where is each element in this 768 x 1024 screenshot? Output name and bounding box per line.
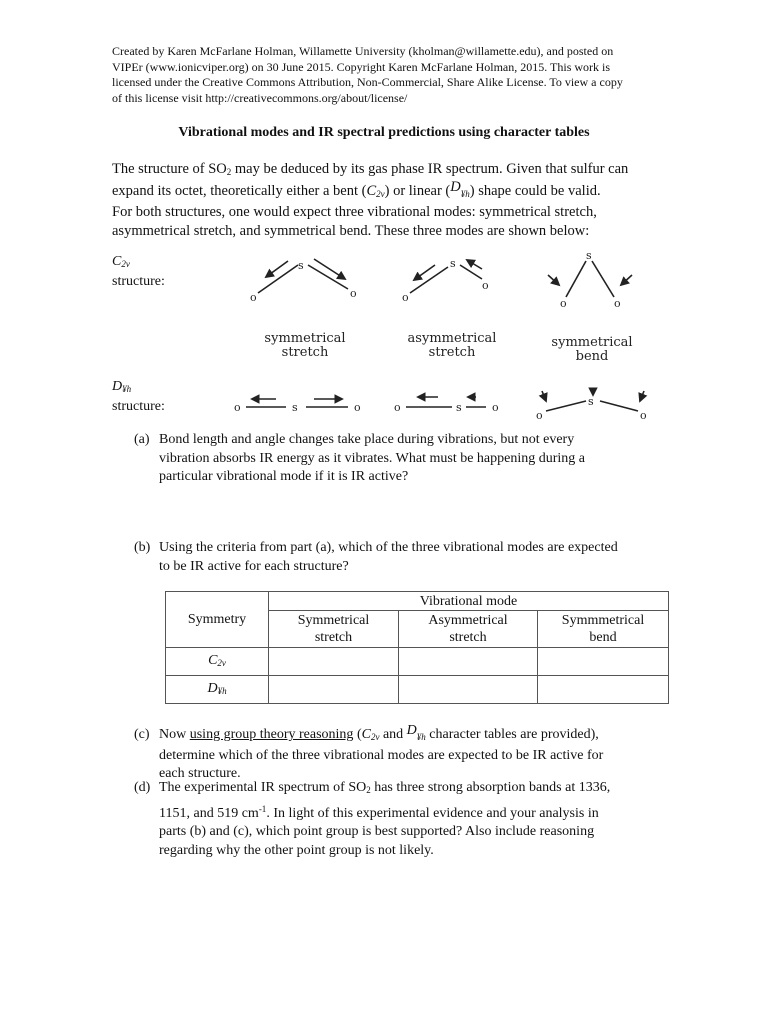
- sulfur-atom-label: s: [298, 259, 304, 272]
- row-header-dinfh: $D_{¥h}$: [166, 676, 269, 704]
- oxygen-atom-label: o: [354, 401, 361, 414]
- answer-cell[interactable]: [538, 648, 669, 676]
- answer-cell[interactable]: [269, 648, 399, 676]
- credit-line: VIPEr (www.ionicviper.org) on 30 June 2015. Copyright Karen McFarlane Holman, 2015. This work is: [112, 59, 611, 74]
- intro-line: The structure of $SO_2$ may be deduced by its gas phase IR spectrum. Given that sulfur can: [112, 161, 629, 177]
- question-d: (d) The experimental IR spectrum of $SO_2$ has three strong absorption bands at 1336, 1151, and 519 $cm^{-1}$. In light of this experimental evidence and your analysis in parts (b) and (c), which point group is best supported? Also include reasoning regarding why the other point group is not likely.: [134, 780, 611, 858]
- oxygen-atom-label: o: [536, 409, 543, 422]
- credit-line: of this license visit http://creativecommons.org/about/license/: [112, 90, 408, 105]
- answer-cell[interactable]: [538, 676, 669, 704]
- oxygen-atom-label: o: [482, 279, 489, 292]
- column-header: Symmmetrical bend: [538, 611, 669, 648]
- oxygen-atom-label: o: [234, 401, 241, 414]
- ir-activity-table: [165, 591, 669, 704]
- caption-symmetrical-stretch: symmetrical stretch: [264, 331, 346, 360]
- row-header-c2v: $C_{2v}$: [166, 648, 269, 676]
- question-c: (c) Now using group theory reasoning ($C_{2v}$ and $D_{¥h}$ character tables are provided), determine which of the three vibrational modes are expected to be IR active for each structure.: [134, 723, 604, 781]
- c2v-symmetric-bend-molecule: [548, 261, 632, 297]
- answer-cell[interactable]: [399, 648, 538, 676]
- answer-cell[interactable]: [269, 676, 399, 704]
- oxygen-atom-label: o: [492, 401, 499, 414]
- oxygen-atom-label: o: [394, 401, 401, 414]
- sulfur-atom-label: s: [456, 401, 462, 414]
- c2v-structure-label: $C_{2v}$ structure:: [112, 254, 165, 289]
- intro-line: asymmetrical stretch, and symmetrical bend. These three modes are shown below:: [112, 222, 590, 239]
- caption-symmetrical-bend: symmetrical bend: [551, 335, 633, 364]
- sulfur-atom-label: s: [450, 257, 456, 270]
- sulfur-atom-label: s: [588, 395, 594, 408]
- credit-line: licensed under the Creative Commons Attribution, Non-Commercial, Share Alike License. To view a copy: [112, 75, 623, 89]
- sulfur-atom-label: s: [292, 401, 298, 414]
- column-header: Symmetrical stretch: [269, 611, 399, 648]
- symmetry-header: Symmetry: [166, 592, 269, 648]
- vibrational-mode-header: Vibrational mode: [269, 592, 669, 611]
- question-b: (b) Using the criteria from part (a), which of the three vibrational modes are expected to be IR active for each structure?: [134, 540, 618, 574]
- credit-line: Created by Karen McFarlane Holman, Willamette University (kholman@willamette.edu), and posted on: [112, 44, 614, 58]
- intro-line: expand its octet, theoretically either a bent $(C_{2v})$ or linear $(D_{¥h})$ shape could be valid.: [112, 178, 601, 199]
- dinfh-structure-label: $D_{¥h}$ structure:: [112, 379, 165, 414]
- oxygen-atom-label: o: [250, 291, 257, 304]
- column-header: Asymmetrical stretch: [399, 611, 538, 648]
- dinfh-asymmetric-stretch-molecule: [406, 397, 486, 407]
- answer-cell[interactable]: [399, 676, 538, 704]
- page-title: Vibrational modes and IR spectral predictions using character tables: [178, 125, 590, 140]
- intro-line: For both structures, one would expect three vibrational modes: symmetrical stretch,: [112, 204, 597, 220]
- credit-notice: [112, 44, 672, 106]
- question-a: (a) Bond length and angle changes take place during vibrations, but not every vibration absorbs IR energy as it vibrates. What must be happening during a particular vibrational mode if it is IR active?: [134, 432, 586, 484]
- oxygen-atom-label: o: [614, 297, 621, 310]
- oxygen-atom-label: o: [560, 297, 567, 310]
- oxygen-atom-label: o: [640, 409, 647, 422]
- c2v-asymmetric-stretch-molecule: [410, 260, 482, 293]
- sulfur-atom-label: s: [586, 249, 592, 262]
- oxygen-atom-label: o: [402, 291, 409, 304]
- caption-asymmetrical-stretch: asymmetrical stretch: [407, 331, 497, 360]
- intro-paragraph: [112, 160, 672, 240]
- oxygen-atom-label: o: [350, 287, 357, 300]
